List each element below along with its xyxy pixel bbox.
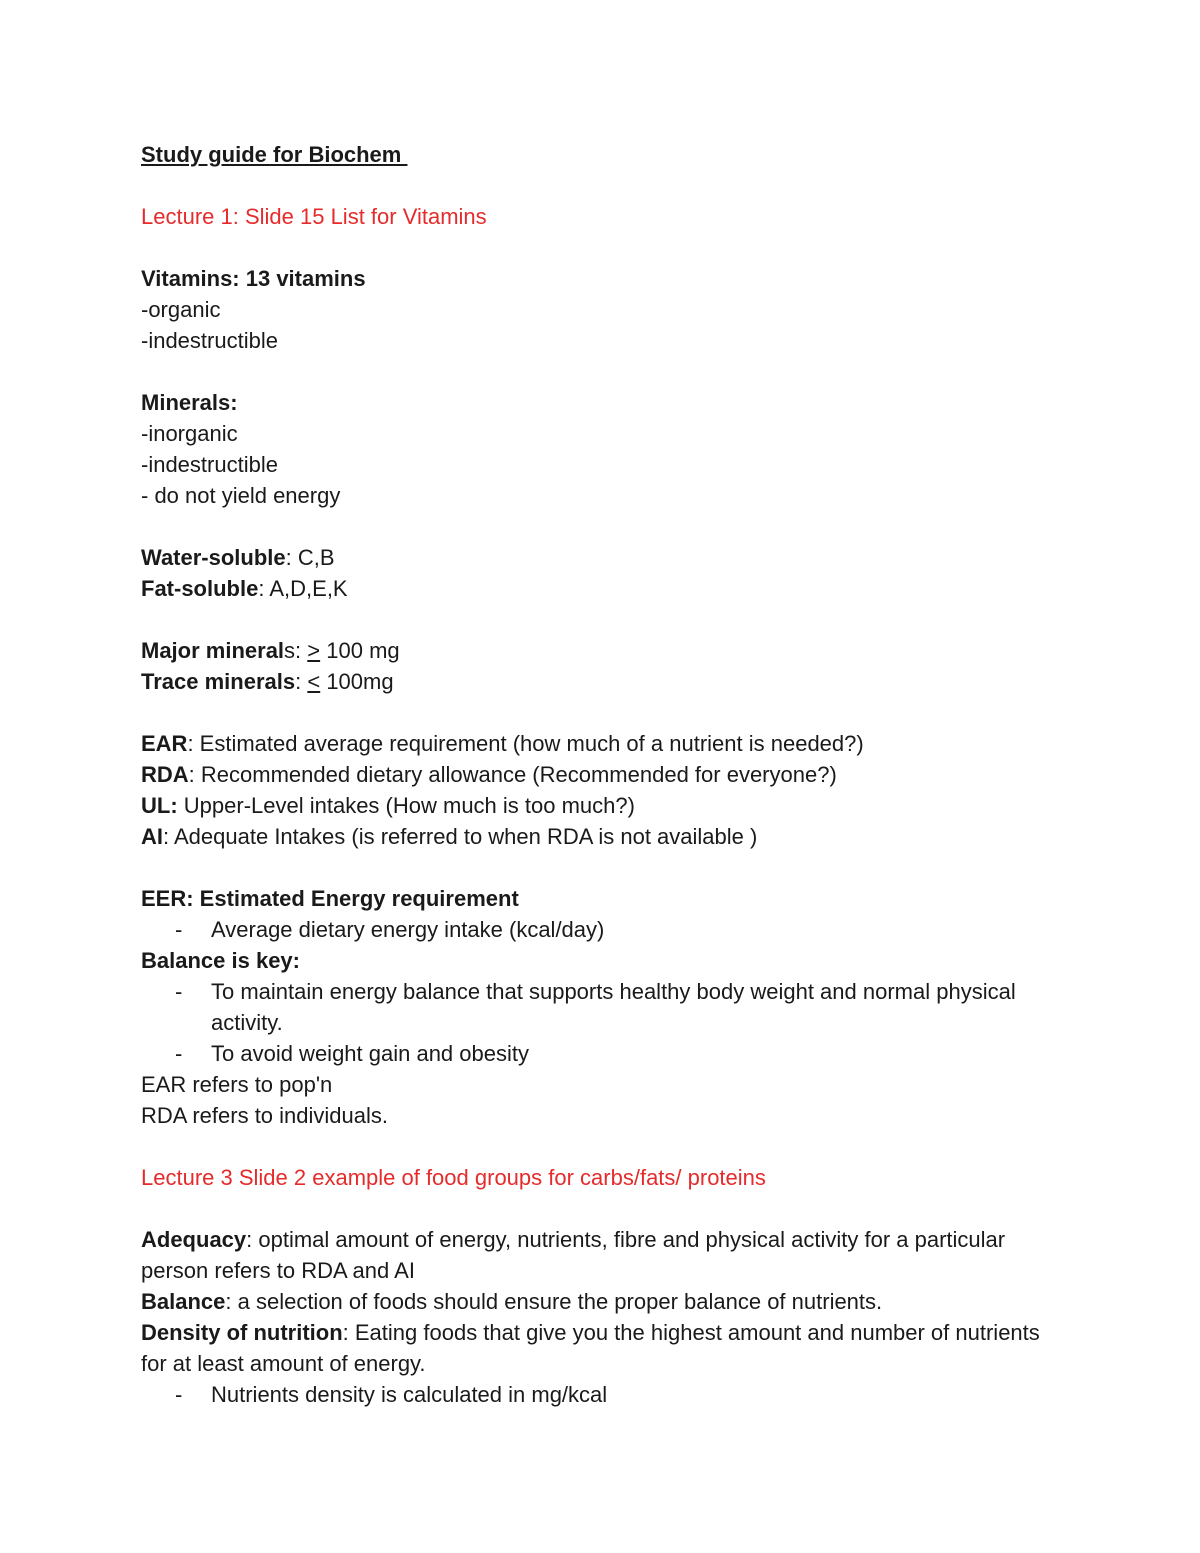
term-suffix: :	[295, 669, 308, 694]
trace-minerals-line	[141, 666, 1041, 697]
term-suffix: s:	[284, 638, 308, 663]
bullet-dash: -	[175, 917, 183, 942]
lecture1-heading: Lecture 1: Slide 15 List for Vitamins	[141, 204, 487, 229]
definition: : A,D,E,K	[258, 576, 348, 601]
minerals-item: -indestructible	[141, 452, 278, 477]
water-soluble-line	[141, 542, 1041, 573]
list-item	[141, 914, 1041, 945]
balance-key-heading: Balance is key:	[141, 948, 300, 973]
ear-line	[141, 728, 1041, 759]
rda-note: RDA refers to individuals.	[141, 1103, 388, 1128]
definition: Upper-Level intakes (How much is too much?)	[177, 793, 635, 818]
term: RDA	[141, 762, 189, 787]
list-item-text: Average dietary energy intake (kcal/day)	[211, 917, 605, 942]
rda-line	[141, 759, 1041, 790]
density-line	[141, 1317, 1046, 1379]
document-page	[141, 139, 1046, 1410]
adequacy-line	[141, 1224, 1041, 1286]
term: Fat-soluble	[141, 576, 259, 601]
definition: : Estimated average requirement (how much of a nutrient is needed?)	[187, 731, 864, 756]
definition: : Adequate Intakes (is referred to when RDA is not available )	[163, 824, 758, 849]
ul-line	[141, 790, 1041, 821]
definition: 100 mg	[320, 638, 400, 663]
vitamins-item: -organic	[141, 297, 221, 322]
term: Major mineral	[141, 638, 285, 663]
term: Water-soluble	[141, 545, 286, 570]
spacer	[141, 170, 1041, 201]
term: UL:	[141, 793, 178, 818]
spacer	[141, 852, 1041, 883]
ear-note: EAR refers to pop'n	[141, 1072, 333, 1097]
bullet-dash: -	[175, 1041, 183, 1066]
balance-line	[141, 1286, 1041, 1317]
definition: : Eating foods that give you the highest amount and number of nutrients for at least amount of energy.	[141, 1320, 1046, 1376]
term: Balance	[141, 1289, 226, 1314]
spacer	[141, 697, 1041, 728]
spacer	[141, 1193, 1041, 1224]
list-item	[141, 976, 1041, 1038]
spacer	[141, 1131, 1041, 1162]
definition: : optimal amount of energy, nutrients, fibre and physical activity for a particular person refers to RDA and AI	[141, 1227, 1012, 1283]
list-item	[141, 1038, 1041, 1069]
ai-line	[141, 821, 1041, 852]
term: Density of nutrition	[141, 1320, 343, 1345]
definition: 100mg	[320, 669, 394, 694]
definition: : C,B	[285, 545, 335, 570]
minerals-item: - do not yield energy	[141, 483, 341, 508]
lecture3-heading: Lecture 3 Slide 2 example of food groups for carbs/fats/ proteins	[141, 1165, 766, 1190]
comparison-symbol: <	[307, 669, 321, 694]
eer-heading: EER: Estimated Energy requirement	[141, 886, 519, 911]
bullet-dash: -	[175, 1382, 183, 1407]
spacer	[141, 356, 1041, 387]
list-item-text: Nutrients density is calculated in mg/kcal	[211, 1382, 608, 1407]
minerals-heading: Minerals:	[141, 390, 238, 415]
spacer	[141, 232, 1041, 263]
fat-soluble-line	[141, 573, 1041, 604]
spacer	[141, 604, 1041, 635]
vitamins-heading: Vitamins: 13 vitamins	[141, 266, 366, 291]
definition: : a selection of foods should ensure the proper balance of nutrients.	[225, 1289, 883, 1314]
major-minerals-line	[141, 635, 1041, 666]
comparison-symbol: >	[307, 638, 321, 663]
list-item	[141, 1379, 1041, 1410]
document-title: Study guide for Biochem	[141, 142, 408, 167]
minerals-item: -inorganic	[141, 421, 238, 446]
term: Adequacy	[141, 1227, 247, 1252]
term: EAR	[141, 731, 188, 756]
spacer	[141, 511, 1041, 542]
definition: : Recommended dietary allowance (Recommended for everyone?)	[188, 762, 837, 787]
vitamins-item: -indestructible	[141, 328, 278, 353]
term: AI	[141, 824, 163, 849]
list-item-text: To maintain energy balance that supports healthy body weight and normal physical activity.	[211, 979, 1022, 1035]
list-item-text: To avoid weight gain and obesity	[211, 1041, 529, 1066]
term: Trace minerals	[141, 669, 296, 694]
bullet-dash: -	[175, 979, 183, 1004]
